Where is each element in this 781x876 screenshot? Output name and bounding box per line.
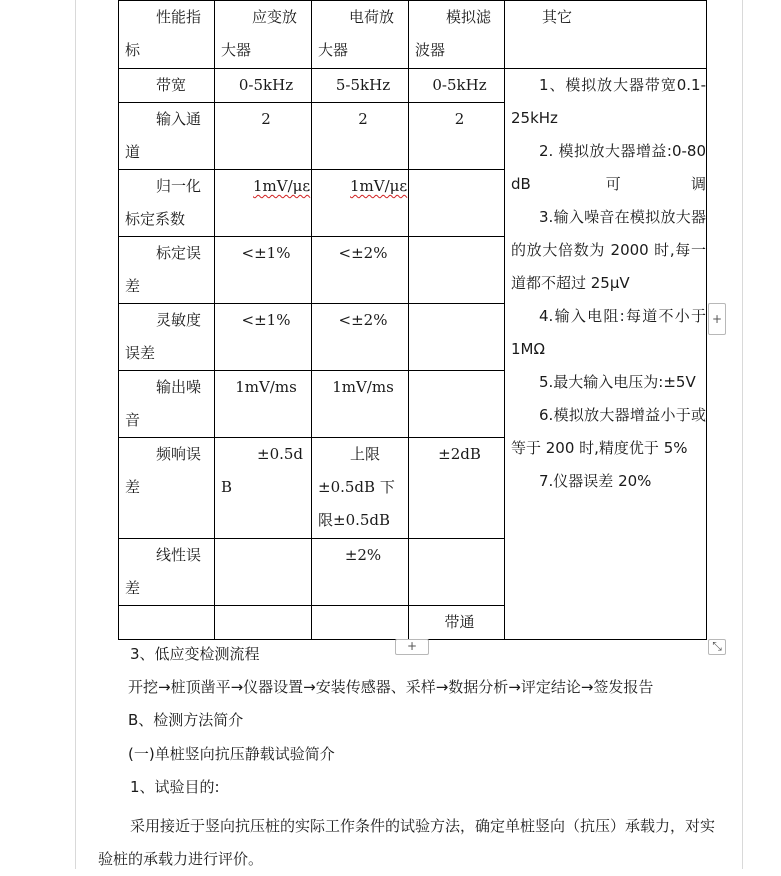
header-charge-amp[interactable]: 电荷放大器 xyxy=(312,1,409,69)
cell-label[interactable] xyxy=(119,606,215,640)
cell-strain[interactable]: <±1% xyxy=(215,304,312,371)
body-paragraph: 采用接近于竖向抗压桩的实际工作条件的试验方法，确定单桩竖向（抗压）承载力，对实验桩的承载力进行评价。 xyxy=(98,817,716,868)
cell-label[interactable]: 标定误差 xyxy=(119,237,215,304)
cell-charge[interactable]: 上限±0.5dB 下限±0.5dB xyxy=(312,438,409,539)
cell-strain[interactable] xyxy=(215,539,312,606)
cell-label[interactable]: 频响误差 xyxy=(119,438,215,539)
cell-strain[interactable]: ±0.5dB xyxy=(215,438,312,539)
cell-label[interactable]: 输入通道 xyxy=(119,103,215,170)
add-row-icon[interactable]: + xyxy=(395,639,429,655)
cell-charge[interactable]: <±2% xyxy=(312,237,409,304)
header-other[interactable]: 其它 xyxy=(505,1,707,69)
cell-strain[interactable]: 1mV/με xyxy=(215,170,312,237)
cell-charge[interactable]: 1mV/ms xyxy=(312,371,409,438)
note-4: 4.输入电阻:每道不小于 1MΩ xyxy=(511,307,706,358)
header-strain-amp[interactable]: 应变放大器 xyxy=(215,1,312,69)
header-analog-filter[interactable]: 模拟滤波器 xyxy=(409,1,505,69)
cell-charge[interactable] xyxy=(312,606,409,640)
cell-charge[interactable]: 2 xyxy=(312,103,409,170)
table-row xyxy=(119,69,707,103)
cell-strain[interactable]: 1mV/ms xyxy=(215,371,312,438)
cell-charge[interactable]: <±2% xyxy=(312,304,409,371)
process-flow-text: 开挖→桩顶凿平→仪器设置→安装传感器、采样→数据分析→评定结论→签发报告 xyxy=(128,678,654,696)
note-3: 3.输入噪音在模拟放大器的放大倍数为 2000 时,每一道都不超过 25μV xyxy=(511,208,706,292)
heading-static-load-test: (一)单桩竖向抗压静载试验简介 xyxy=(128,745,335,763)
cell-charge[interactable]: 5-5kHz xyxy=(312,69,409,103)
cell-charge[interactable]: 1mV/με xyxy=(312,170,409,237)
cell-strain[interactable]: <±1% xyxy=(215,237,312,304)
other-notes-cell[interactable] xyxy=(505,69,707,640)
cell-filter[interactable] xyxy=(409,237,505,304)
cell-filter[interactable]: ±2dB xyxy=(409,438,505,539)
heading-low-strain-flow: 3、低应变检测流程 xyxy=(130,645,260,663)
note-5: 5.最大输入电压为:±5V xyxy=(539,373,696,391)
cell-filter[interactable]: 0-5kHz xyxy=(409,69,505,103)
page-margin-left xyxy=(75,0,76,869)
cell-label[interactable]: 带宽 xyxy=(119,69,215,103)
cell-label[interactable]: 灵敏度误差 xyxy=(119,304,215,371)
cell-filter[interactable] xyxy=(409,539,505,606)
table-resize-icon[interactable]: ⤡ xyxy=(708,639,726,655)
cell-charge[interactable]: ±2% xyxy=(312,539,409,606)
cell-filter[interactable] xyxy=(409,371,505,438)
cell-filter[interactable] xyxy=(409,170,505,237)
page-margin-right xyxy=(742,0,743,869)
cell-label[interactable]: 归一化标定系数 xyxy=(119,170,215,237)
cell-filter[interactable]: 带通 xyxy=(409,606,505,640)
add-column-icon[interactable]: + xyxy=(708,303,726,335)
note-1: 1、模拟放大器带宽0.1-25kHz xyxy=(511,76,706,127)
cell-strain[interactable]: 2 xyxy=(215,103,312,170)
cell-strain[interactable] xyxy=(215,606,312,640)
heading-method-intro: B、检测方法简介 xyxy=(128,711,244,729)
item-test-purpose: 1、试验目的: xyxy=(130,778,220,796)
table-header-row xyxy=(119,1,707,69)
cell-label[interactable]: 线性误差 xyxy=(119,539,215,606)
cell-strain[interactable]: 0-5kHz xyxy=(215,69,312,103)
header-metric[interactable]: 性能指标 xyxy=(119,1,215,69)
cell-label[interactable]: 输出噪音 xyxy=(119,371,215,438)
cell-filter[interactable] xyxy=(409,304,505,371)
spec-table[interactable] xyxy=(118,0,707,640)
note-7: 7.仪器误差 20% xyxy=(539,472,652,490)
note-6: 6.模拟放大器增益小于或等于 200 时,精度优于 5% xyxy=(511,406,706,457)
cell-filter[interactable]: 2 xyxy=(409,103,505,170)
note-2: 2. 模拟放大器增益:0-80dB 可调 xyxy=(511,142,706,193)
